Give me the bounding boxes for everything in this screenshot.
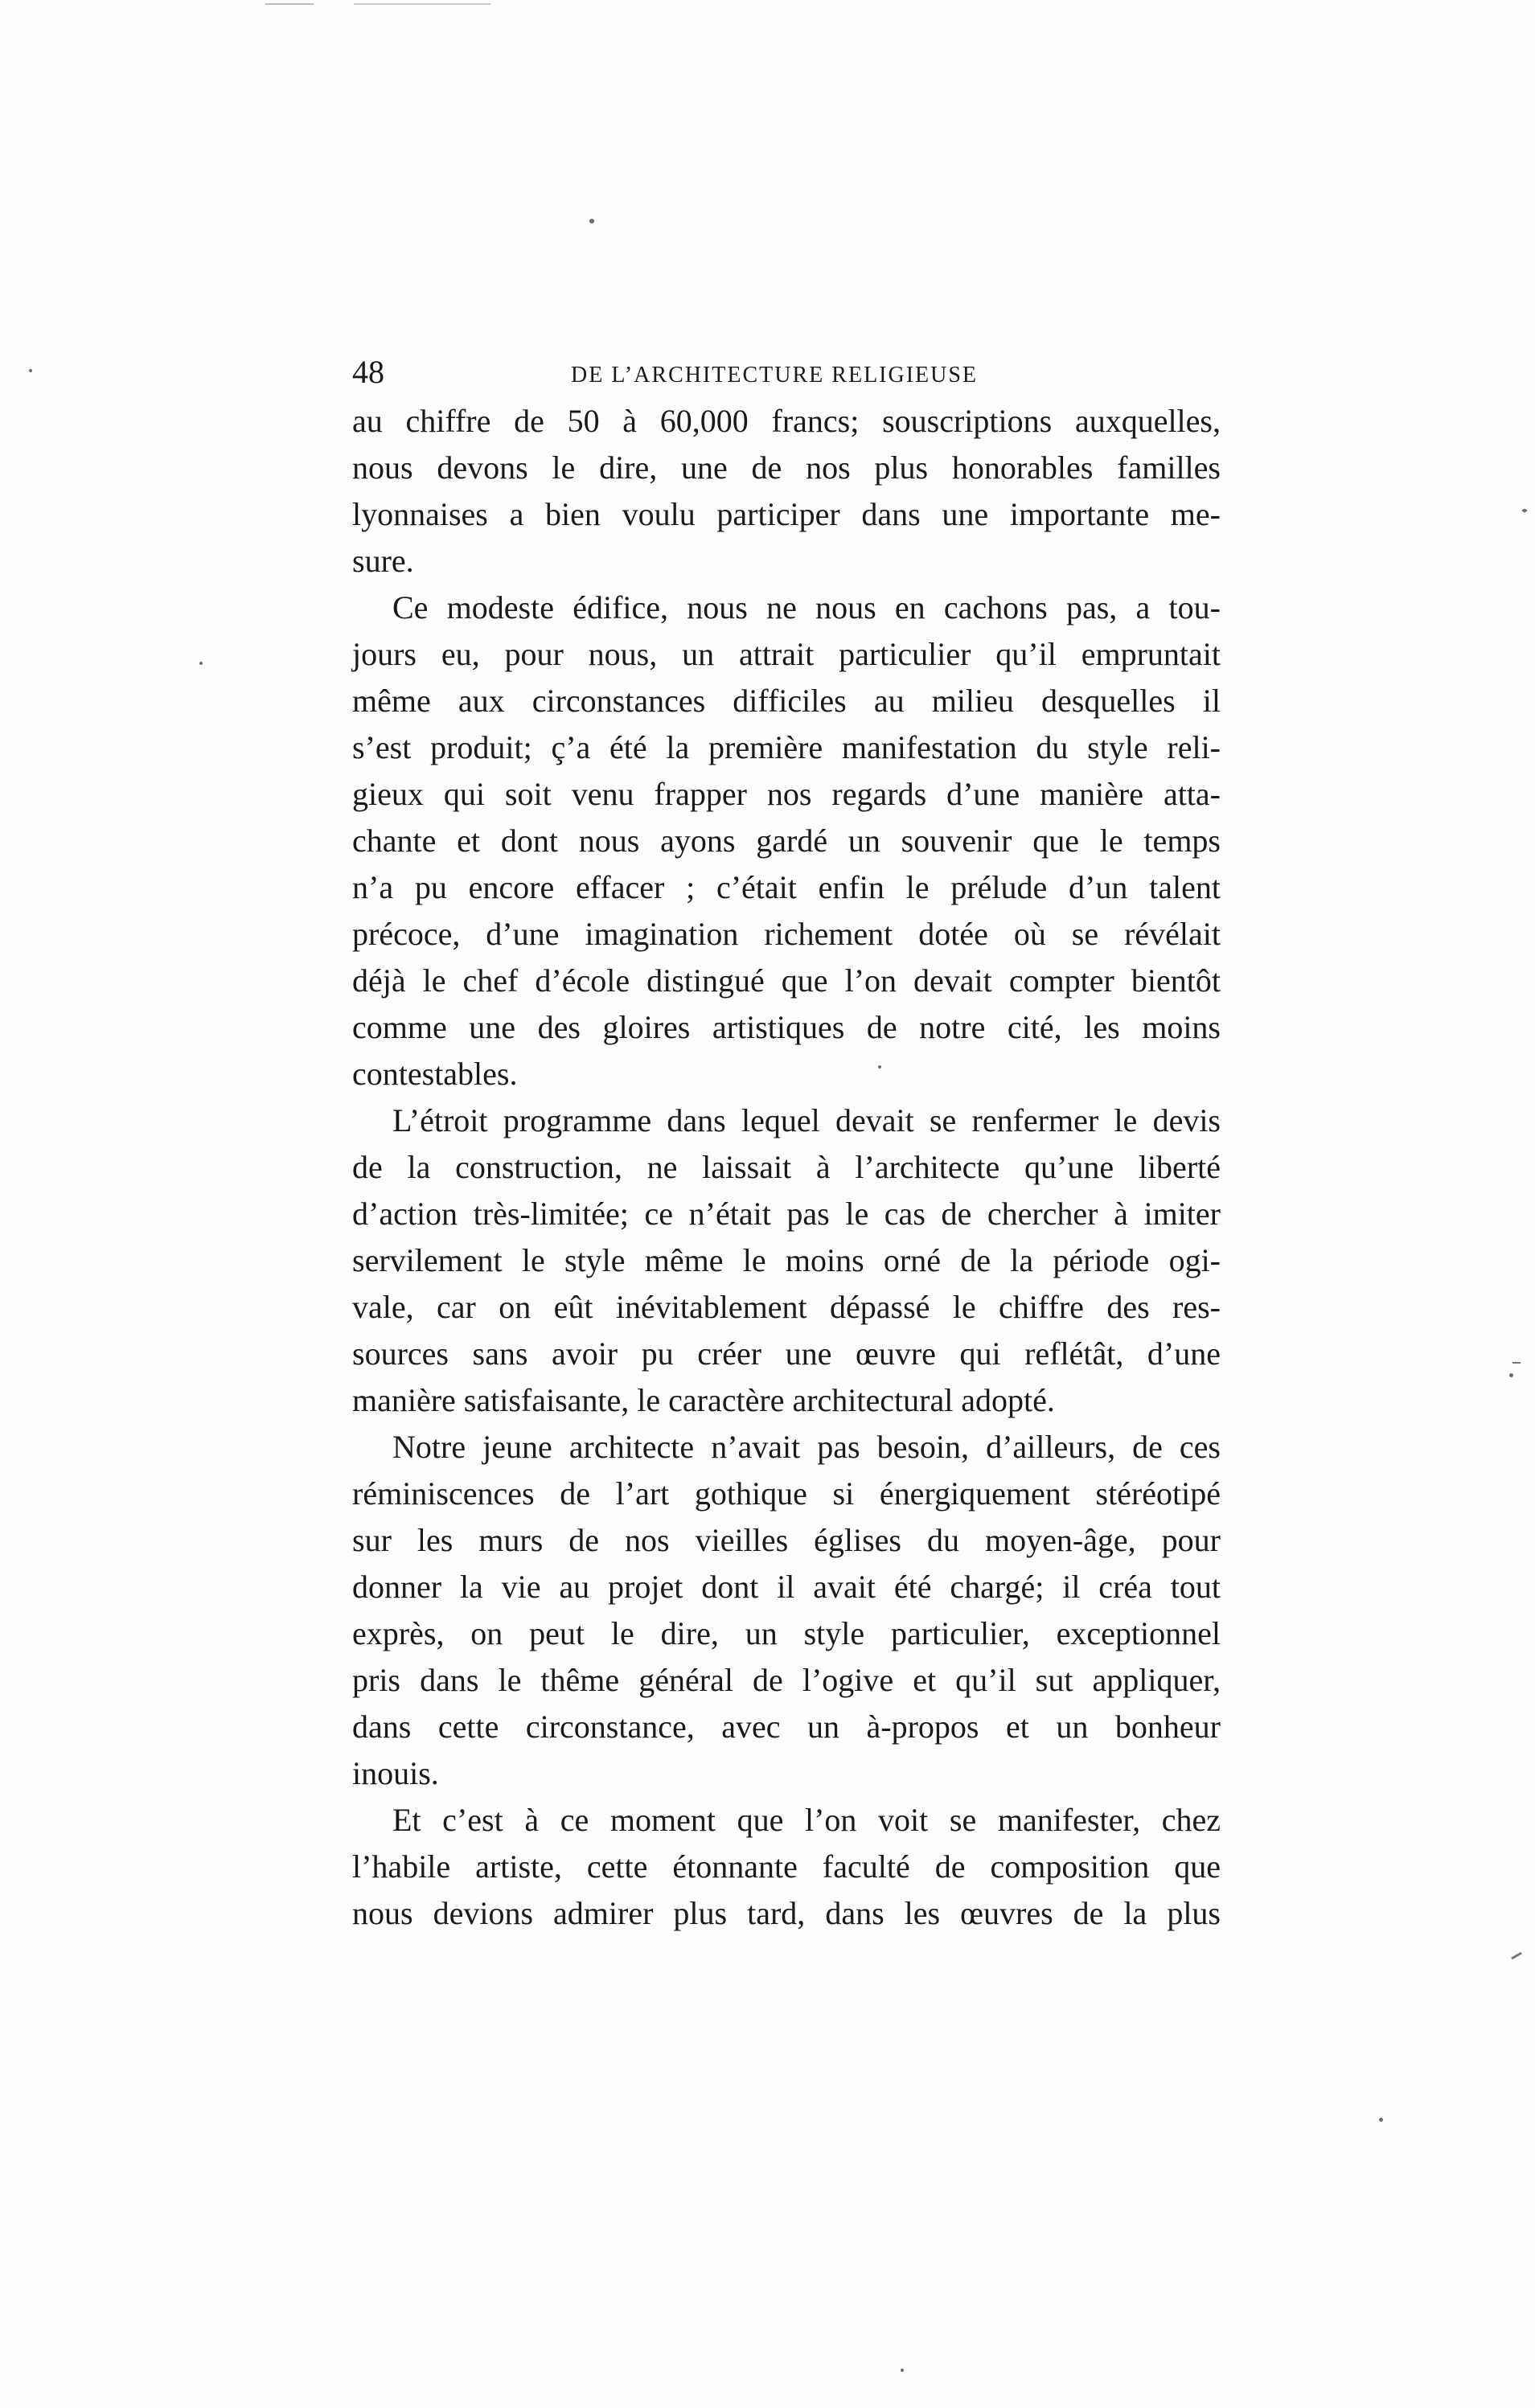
text-line: chante et dont nous ayons gardé un souvenir que le temps xyxy=(352,822,1221,859)
scan-mark xyxy=(354,3,490,5)
text-line: dans cette circonstance, avec un à-propos et un bonheur xyxy=(352,1709,1221,1745)
scan-speck xyxy=(199,662,203,665)
scan-speck xyxy=(1522,509,1527,512)
text-line: sure. xyxy=(352,543,414,579)
text-line: de la construction, ne laissait à l’architecte qu’une liberté xyxy=(352,1149,1221,1185)
scan-speck xyxy=(1509,1373,1513,1377)
text-line: L’étroit programme dans lequel devait se renfermer le devis xyxy=(392,1102,1221,1138)
text-line: comme une des gloires artistiques de notre cité, les moins xyxy=(352,1009,1221,1045)
text-line: sur les murs de nos vieilles églises du moyen-âge, pour xyxy=(352,1522,1221,1558)
text-line: nous devons le dire, une de nos plus honorables familles xyxy=(352,449,1221,486)
text-line: s’est produit; ç’a été la première manifestation du style reli- xyxy=(352,729,1221,765)
text-line: Ce modeste édifice, nous ne nous en cachons pas, a tou- xyxy=(392,589,1221,626)
text-line: Et c’est à ce moment que l’on voit se manifester, chez xyxy=(392,1802,1221,1838)
text-line: manière satisfaisante, le caractère architectural adopté. xyxy=(352,1382,1055,1418)
text-line: sources sans avoir pu créer une œuvre qui reflétât, d’une xyxy=(352,1335,1221,1372)
scan-speck xyxy=(878,1065,881,1069)
running-head xyxy=(352,352,1221,392)
scan-mark xyxy=(1512,1362,1521,1364)
text-line: précoce, d’une imagination richement dotée où se révélait xyxy=(352,916,1221,952)
text-line: n’a pu encore effacer ; c’était enfin le prélude d’un talent xyxy=(352,869,1221,905)
text-line: exprès, on peut le dire, un style particulier, exceptionnel xyxy=(352,1615,1221,1651)
text-line: pris dans le thême général de l’ogive et qu’il sut appliquer, xyxy=(352,1662,1221,1698)
text-line: jours eu, pour nous, un attrait particulier qu’il empruntait xyxy=(352,636,1221,672)
text-line: même aux circonstances difficiles au milieu desquelles il xyxy=(352,683,1221,719)
text-line: l’habile artiste, cette étonnante faculté de composition que xyxy=(352,1848,1221,1885)
text-line: vale, car on eût inévitablement dépassé le chiffre des res- xyxy=(352,1289,1221,1325)
body-text xyxy=(352,398,1221,1937)
text-line: inouis. xyxy=(352,1755,439,1791)
scan-mark xyxy=(1511,1952,1522,1960)
text-line: contestables. xyxy=(352,1056,518,1092)
running-title: DE L’ARCHITECTURE RELIGIEUSE xyxy=(571,363,979,388)
text-line: au chiffre de 50 à 60,000 francs; souscriptions auxquelles, xyxy=(352,403,1221,439)
scan-mark xyxy=(265,3,314,5)
text-line: nous devions admirer plus tard, dans les œuvres de la plus xyxy=(352,1895,1221,1931)
text-line: Notre jeune architecte n’avait pas besoin, d’ailleurs, de ces xyxy=(392,1429,1221,1465)
scan-speck xyxy=(1379,2118,1383,2122)
text-line: déjà le chef d’école distingué que l’on devait compter bientôt xyxy=(352,962,1221,999)
text-line: réminiscences de l’art gothique si énergiquement stéréotipé xyxy=(352,1475,1221,1512)
text-line: donner la vie au projet dont il avait été chargé; il créa tout xyxy=(352,1569,1221,1605)
scan-speck xyxy=(901,2369,904,2372)
text-line: gieux qui soit venu frapper nos regards d’une manière atta- xyxy=(352,776,1221,812)
text-line: d’action très-limitée; ce n’était pas le cas de chercher à imiter xyxy=(352,1196,1221,1232)
page-number: 48 xyxy=(352,354,384,390)
text-line: servilement le style même le moins orné de la période ogi- xyxy=(352,1242,1221,1278)
scan-speck xyxy=(589,219,594,224)
scan-speck xyxy=(29,369,32,372)
text-line: lyonnaises a bien voulu participer dans une importante me- xyxy=(352,496,1221,532)
